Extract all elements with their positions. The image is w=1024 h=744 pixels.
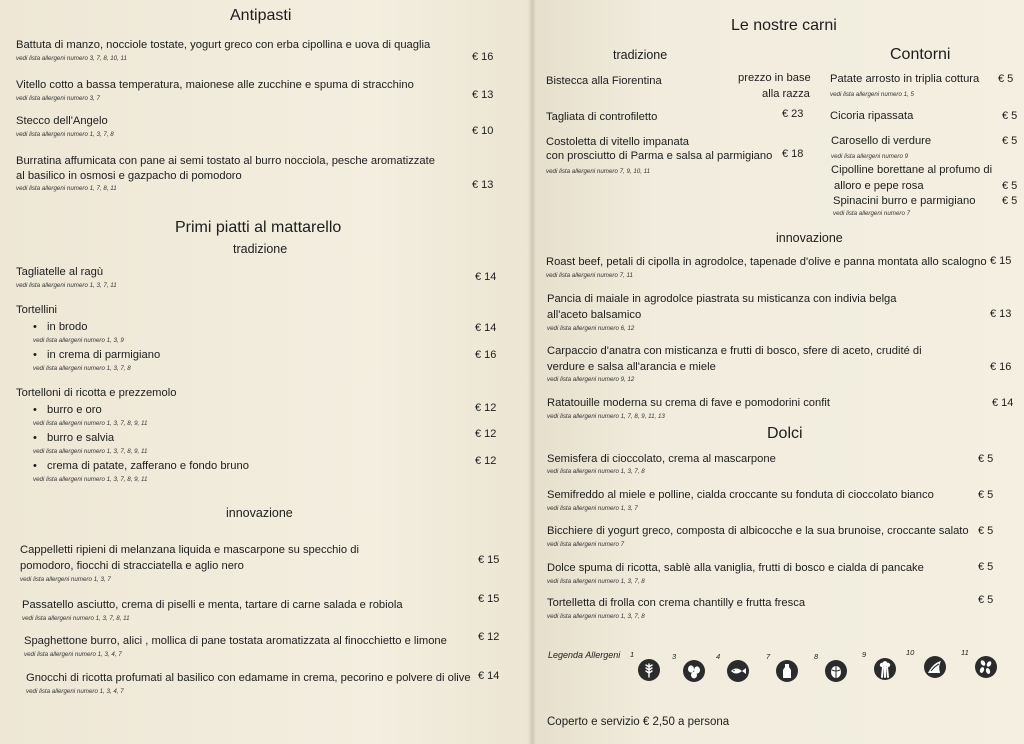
- contorni-item-name: Spinacini burro e parmigiano: [833, 195, 976, 207]
- primi-subitem-name: • in brodo: [47, 320, 87, 335]
- eggs-icon: [682, 659, 706, 683]
- antipasti-title: Antipasti: [230, 7, 292, 24]
- primi-subitem-allergens: vedi lista allergeni numero 1, 3, 9: [33, 337, 124, 344]
- nuts-icon: [824, 659, 848, 683]
- antipasti-item-name: Vitello cotto a bassa temperatura, maionese alle zucchine e spuma di stracchino: [16, 79, 414, 91]
- contorni-title: Contorni: [890, 46, 951, 63]
- primi-subitem-name: • burro e oro: [47, 403, 102, 418]
- primi-subtitle-tradizione: tradizione: [233, 242, 288, 256]
- dolci-item-price: € 5: [978, 525, 994, 537]
- primi-subitem-price: € 16: [475, 349, 497, 361]
- dolci-item-allergens: vedi lista allergeni numero 1, 3, 7, 8: [547, 578, 645, 585]
- primi-inn-item-allergens: vedi lista allergeni numero 1, 3, 7, 8, 11: [22, 615, 130, 622]
- carni-inn-item-price: € 13: [990, 308, 1012, 320]
- primi-inn-item-allergens: vedi lista allergeni numero 1, 3, 4, 7: [26, 688, 124, 695]
- legend-label: Legenda Allergeni: [548, 650, 621, 660]
- primi-inn-item-price: € 14: [478, 670, 500, 682]
- legend-number: 9: [862, 650, 867, 659]
- dolci-item-price: € 5: [978, 489, 994, 501]
- contorni-item-allergens: vedi lista allergeni numero 9: [831, 153, 909, 160]
- cover-charge-note: Coperto e servizio € 2,50 a persona: [547, 716, 730, 728]
- carni-inn-item-name-line1: Pancia di maiale in agrodolce piastrata su misticanza con indivia belga: [547, 293, 897, 305]
- primi-subitem-price: € 12: [475, 455, 497, 467]
- dolci-item-name: Tortelletta di frolla con crema chantilly e frutta fresca: [547, 597, 806, 609]
- antipasti-item-price: € 16: [472, 51, 494, 63]
- contorni-item-name: Cicoria ripassata: [830, 110, 914, 122]
- dolci-item-allergens: vedi lista allergeni numero 1, 3, 7, 8: [547, 468, 645, 475]
- carni-item-price: € 23: [782, 108, 804, 120]
- carni-inn-item-name-line1: Carpaccio d'anatra con misticanza e frutti di bosco, sfere di aceto, crudité di: [547, 345, 922, 357]
- contorni-item-price: € 5: [1002, 195, 1018, 207]
- primi-subitem-name: • in crema di parmigiano: [47, 348, 160, 363]
- contorni-item-price: € 5: [1002, 180, 1018, 192]
- contorni-item-name-line1: Cipolline borettane al profumo di: [831, 164, 993, 176]
- antipasti-item-name-line1: Burratina affumicata con pane ai semi tostato al burro nocciola, pesche aromatizzate: [16, 155, 435, 167]
- primi-inn-item-name: Spaghettone burro, alici , mollica di pane tostata aromatizzata al finocchietto e limone: [24, 635, 447, 647]
- antipasti-item-allergens: vedi lista allergeni numero 3, 7: [16, 95, 100, 102]
- primi-inn-item-price: € 15: [478, 554, 500, 566]
- legend-number: 4: [716, 652, 721, 661]
- carni-inn-item-name-line2: all'aceto balsamico: [547, 309, 642, 321]
- dolci-item-price: € 5: [978, 561, 994, 573]
- primi-item-price: € 14: [475, 271, 497, 283]
- primi-inn-item-name: Gnocchi di ricotta profumati al basilico con edamame in crema, pecorino e polvere di olive: [26, 672, 471, 684]
- carni-item-name-line2: con prosciutto di Parma e salsa al parmigiano: [546, 150, 773, 162]
- primi-inn-item-price: € 15: [478, 593, 500, 605]
- carni-item-price-note-line1: prezzo in base: [738, 72, 811, 84]
- dolci-item-price: € 5: [978, 594, 994, 606]
- carni-inn-item-allergens: vedi lista allergeni numero 1, 7, 8, 9, 11, 13: [547, 413, 665, 420]
- contorni-item-allergens: vedi lista allergeni numero 7: [833, 210, 911, 217]
- carni-inn-item-name-line2: verdure e salsa all'arancia e miele: [547, 361, 716, 373]
- primi-inn-item-name-line2: pomodoro, fiocchi di stracciatella e aglio nero: [20, 560, 244, 572]
- carni-inn-item-allergens: vedi lista allergeni numero 9, 12: [547, 376, 635, 383]
- carni-inn-item-price: € 14: [992, 397, 1014, 409]
- carni-item-price-note-line2: alla razza: [762, 88, 810, 100]
- antipasti-item-allergens: vedi lista allergeni numero 1, 3, 7, 8: [16, 131, 114, 138]
- carni-inn-item-allergens: vedi lista allergeni numero 7, 11: [546, 272, 633, 279]
- dolci-item-name: Semisfera di cioccolato, crema al mascarpone: [547, 453, 776, 465]
- carni-subtitle-innovazione: innovazione: [776, 231, 843, 245]
- primi-inn-item-name: Passatello asciutto, crema di piselli e menta, tartare di carne salada e robiola: [22, 599, 403, 611]
- legend-number: 8: [814, 652, 819, 661]
- carni-item-price: € 18: [782, 148, 804, 160]
- legend-number: 1: [630, 650, 635, 659]
- antipasti-item-name-line2: al basilico in osmosi e gazpacho di pomodoro: [16, 170, 242, 182]
- contorni-item-price: € 5: [1002, 110, 1018, 122]
- carni-inn-item-name: Roast beef, petali di cipolla in agrodolce, tapenade d'olive e panna montata allo scalogno: [546, 256, 987, 268]
- primi-subitem-allergens: vedi lista allergeni numero 1, 3, 7, 8, 9, 11: [33, 420, 148, 427]
- primi-item-name: Tagliatelle al ragù: [16, 266, 104, 278]
- legend-number: 3: [672, 652, 677, 661]
- primi-subitem-allergens: vedi lista allergeni numero 1, 3, 7, 8, 9, 11: [33, 476, 148, 483]
- carni-inn-item-allergens: vedi lista allergeni numero 6, 12: [547, 325, 635, 332]
- antipasti-item-price: € 13: [472, 89, 494, 101]
- primi-subitem-allergens: vedi lista allergeni numero 1, 3, 7, 8: [33, 365, 131, 372]
- dolci-item-allergens: vedi lista allergeni numero 1, 3, 7, 8: [547, 613, 645, 620]
- primi-inn-item-allergens: vedi lista allergeni numero 1, 3, 7: [20, 576, 111, 583]
- sesame-icon: [974, 655, 998, 679]
- primi-subitem-price: € 12: [475, 428, 497, 440]
- primi-subitem-name: • crema di patate, zafferano e fondo bruno: [47, 459, 249, 474]
- antipasti-item-allergens: vedi lista allergeni numero 1, 7, 8, 11: [16, 185, 117, 192]
- carni-item-name: Bistecca alla Fiorentina: [546, 75, 662, 87]
- milk-icon: [775, 659, 799, 683]
- antipasti-item-name: Battuta di manzo, nocciole tostate, yogurt greco con erba cipollina e uova di quaglia: [16, 39, 431, 51]
- contorni-item-price: € 5: [998, 73, 1014, 85]
- fish-icon: [726, 659, 750, 683]
- wheat-icon: [637, 658, 661, 682]
- page-fold: [528, 0, 536, 744]
- legend-number: 10: [906, 648, 915, 657]
- carni-item-allergens: vedi lista allergeni numero 7, 9, 10, 11: [546, 168, 651, 175]
- dolci-item-name: Semifreddo al miele e polline, cialda croccante su fonduta di cioccolato bianco: [547, 489, 934, 501]
- carni-inn-item-name: Ratatouille moderna su crema di fave e pomodorini confit: [547, 397, 830, 409]
- dolci-title: Dolci: [767, 425, 803, 442]
- primi-subitem-allergens: vedi lista allergeni numero 1, 3, 7, 8, 9, 11: [33, 448, 148, 455]
- antipasti-item-price: € 13: [472, 179, 494, 191]
- contorni-item-price: € 5: [1002, 135, 1018, 147]
- carni-inn-item-price: € 16: [990, 361, 1012, 373]
- primi-item-allergens: vedi lista allergeni numero 1, 3, 7, 11: [16, 282, 117, 289]
- contorni-item-name-line2: alloro e pepe rosa: [834, 180, 924, 192]
- carni-title: Le nostre carni: [731, 17, 837, 34]
- primi-subtitle-innovazione: innovazione: [226, 506, 293, 520]
- antipasti-item-price: € 10: [472, 125, 494, 137]
- primi-subitem-price: € 14: [475, 322, 497, 334]
- carni-inn-item-price: € 15: [990, 255, 1012, 267]
- contorni-item-allergens: vedi lista allergeni numero 1, 5: [830, 91, 914, 98]
- primi-inn-item-name-line1: Cappelletti ripieni di melanzana liquida e mascarpone su specchio di: [20, 544, 359, 556]
- primi-title: Primi piatti al mattarello: [175, 219, 342, 236]
- antipasti-item-name: Stecco dell'Angelo: [16, 115, 108, 127]
- contorni-item-name: Carosello di verdure: [831, 135, 932, 147]
- contorni-item-name: Patate arrosto in triplia cottura: [830, 73, 980, 85]
- carni-subtitle-tradizione: tradizione: [613, 48, 668, 62]
- antipasti-item-allergens: vedi lista allergeni numero 3, 7, 8, 10, 11: [16, 55, 127, 62]
- dolci-item-name: Dolce spuma di ricotta, sablè alla vaniglia, frutti di bosco e cialda di pancake: [547, 562, 924, 574]
- primi-subitem-name: • burro e salvia: [47, 431, 114, 446]
- tortelloni-label: Tortelloni di ricotta e prezzemolo: [16, 387, 177, 399]
- carni-item-name-line1: Costoletta di vitello impanata: [546, 136, 690, 148]
- dolci-item-price: € 5: [978, 453, 994, 465]
- legend-number: 11: [961, 648, 969, 657]
- legend-number: 7: [766, 652, 771, 661]
- carni-item-name: Tagliata di controfiletto: [546, 111, 658, 123]
- mustard-icon: [923, 655, 947, 679]
- primi-inn-item-price: € 12: [478, 631, 500, 643]
- dolci-item-allergens: vedi lista allergeni numero 1, 3, 7: [547, 505, 638, 512]
- celery-icon: [873, 657, 897, 681]
- dolci-item-allergens: vedi lista allergeni numero 7: [547, 541, 625, 548]
- dolci-item-name: Bicchiere di yogurt greco, composta di albicocche e la sua brunoise, croccante salato: [547, 525, 969, 537]
- primi-subitem-price: € 12: [475, 402, 497, 414]
- tortellini-label: Tortellini: [16, 304, 58, 316]
- primi-inn-item-allergens: vedi lista allergeni numero 1, 3, 4, 7: [24, 651, 122, 658]
